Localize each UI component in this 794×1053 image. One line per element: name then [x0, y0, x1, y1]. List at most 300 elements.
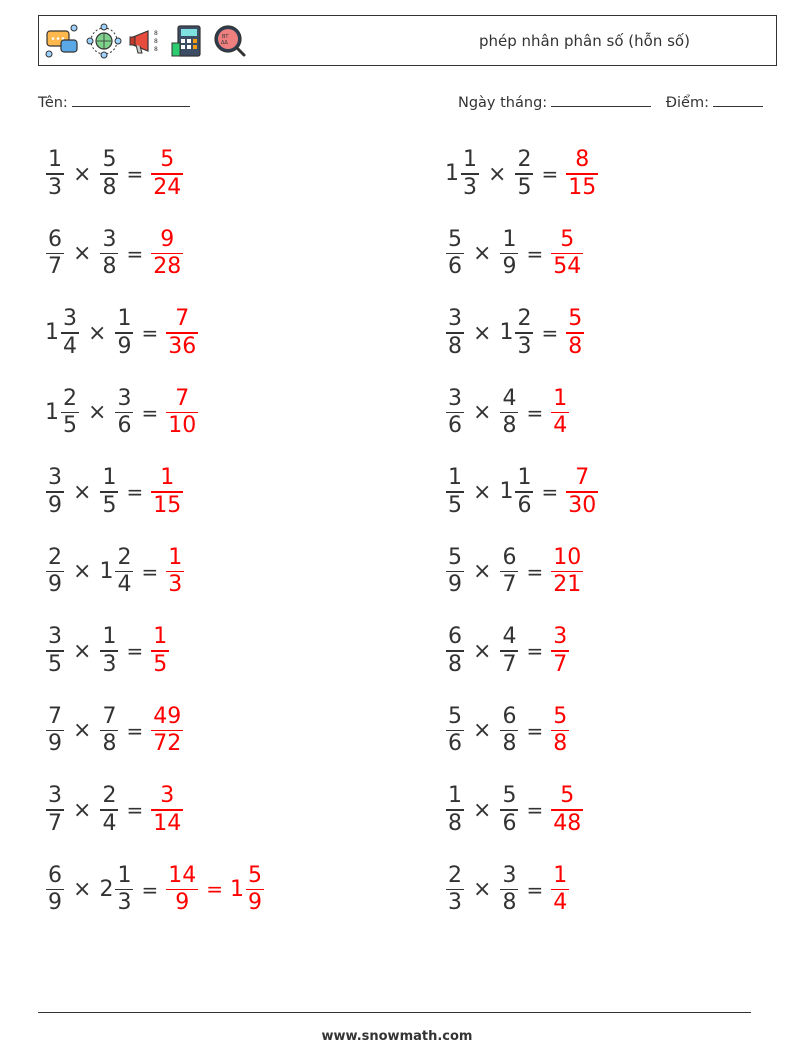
numerator: 6: [448, 624, 462, 650]
mixed-number: [114, 306, 134, 359]
fraction: [100, 465, 118, 518]
answer: [165, 545, 185, 598]
numerator: 5: [568, 306, 583, 332]
mixed-number: [565, 465, 599, 518]
equals-sign: =: [526, 241, 544, 266]
denominator: 48: [553, 810, 582, 836]
mixed-number: [99, 624, 119, 677]
mixed-number: [550, 704, 570, 757]
problem-row: [45, 701, 184, 761]
denominator: 8: [448, 651, 462, 677]
fraction: [551, 227, 583, 280]
fraction: [61, 306, 79, 359]
numerator: 1: [153, 624, 168, 650]
denominator: 30: [568, 492, 597, 518]
svg-text:BT: BT: [222, 34, 229, 40]
numerator: 5: [448, 544, 462, 570]
mixed-number: [550, 863, 570, 916]
denominator: 21: [553, 572, 582, 598]
mixed-number: [445, 863, 465, 916]
numerator: 9: [160, 226, 175, 252]
mixed-number: [114, 386, 134, 439]
numerator: 7: [102, 703, 117, 729]
fraction: [515, 147, 533, 200]
fraction: [500, 863, 518, 916]
name-field: [38, 94, 190, 111]
mixed-number: [550, 545, 584, 598]
numerator: 2: [63, 385, 77, 411]
numerator: 1: [517, 465, 532, 491]
mixed-number: [150, 227, 184, 280]
multiply-sign: ×: [73, 241, 92, 266]
numerator: 4: [502, 385, 517, 411]
denominator: 4: [102, 810, 117, 836]
denominator: 3: [463, 174, 477, 200]
numerator: 10: [553, 544, 582, 570]
fraction: [515, 465, 533, 518]
fraction: [566, 306, 584, 359]
mixed-number: [45, 704, 65, 757]
fraction: [446, 545, 464, 598]
fraction: [500, 386, 518, 439]
answer: [165, 863, 265, 916]
mixed-number: [565, 306, 585, 359]
fraction: [151, 783, 183, 836]
fraction: [46, 465, 64, 518]
fraction: [566, 147, 598, 200]
numerator: 3: [553, 624, 568, 650]
numerator: 3: [48, 783, 62, 809]
denominator: 24: [153, 174, 182, 200]
fraction: [151, 227, 183, 280]
denominator: 4: [553, 890, 568, 916]
numerator: 7: [48, 703, 62, 729]
problem-row: [45, 621, 170, 681]
mixed-number: [165, 306, 199, 359]
problem-row: [45, 303, 199, 363]
fraction: [61, 386, 79, 439]
worksheet-header: [38, 15, 777, 66]
multiply-sign: ×: [73, 718, 92, 743]
numerator: 1: [160, 465, 175, 491]
whole-part: 1: [499, 479, 514, 505]
numerator: 14: [168, 862, 197, 888]
equals-sign: =: [541, 321, 559, 345]
megaphone-icon: [128, 23, 164, 59]
network-globe-icon: [86, 23, 122, 59]
fraction: [46, 624, 64, 677]
fraction: [500, 624, 518, 677]
denominator: 28: [153, 254, 182, 280]
multiply-sign: ×: [488, 161, 507, 187]
fraction: [166, 306, 198, 359]
multiply-sign: ×: [73, 161, 92, 187]
numerator: 1: [48, 147, 62, 173]
mixed-number: [45, 386, 80, 439]
fraction: [100, 624, 118, 677]
denominator: 8: [448, 333, 462, 359]
mixed-number: [445, 386, 465, 439]
denominator: 5: [153, 651, 168, 677]
mixed-number: [550, 227, 584, 280]
fraction: [46, 863, 64, 916]
numerator: 2: [48, 544, 62, 570]
numerator: 6: [502, 703, 517, 729]
denominator: 5: [517, 174, 532, 200]
denominator: 9: [448, 572, 462, 598]
denominator: 14: [153, 810, 182, 836]
fraction: [115, 863, 133, 916]
equals-sign: =: [541, 480, 559, 504]
numerator: 2: [102, 783, 117, 809]
mixed-number: [550, 783, 584, 836]
mixed-number: [99, 147, 119, 200]
fraction: [46, 704, 64, 757]
problem-row: [45, 383, 199, 443]
date-blank: [551, 94, 651, 107]
denominator: 9: [48, 492, 62, 518]
denominator: 6: [117, 413, 132, 439]
answer: [550, 545, 584, 598]
equals-sign: =: [126, 162, 144, 186]
mixed-number: [45, 624, 65, 677]
numerator: 3: [448, 385, 462, 411]
fraction: [166, 386, 198, 439]
mixed-number: [150, 624, 170, 677]
denominator: 5: [48, 651, 62, 677]
numerator: 1: [168, 544, 183, 570]
fraction: [551, 783, 583, 836]
problem-row: [445, 224, 584, 284]
multiply-sign: ×: [73, 559, 92, 584]
fraction: [151, 624, 169, 677]
problem-row: [45, 780, 184, 840]
mixed-number: [150, 704, 184, 757]
multiply-sign: ×: [73, 638, 92, 664]
numerator: 4: [502, 624, 517, 650]
denominator: 6: [448, 254, 462, 280]
denominator: 3: [168, 572, 183, 598]
numerator: 1: [553, 385, 568, 411]
fraction: [551, 624, 569, 677]
numerator: 3: [448, 306, 462, 332]
mixed-number: [514, 147, 534, 200]
problem-row: [445, 860, 570, 920]
equals-sign: =: [126, 480, 144, 504]
denominator: 54: [553, 254, 582, 280]
whole-part: 1: [499, 320, 514, 346]
numerator: 1: [102, 465, 117, 491]
numerator: 1: [463, 147, 477, 173]
problem-row: [45, 462, 184, 522]
denominator: 4: [553, 413, 568, 439]
answer: [150, 465, 184, 518]
svg-text:ΔΔ: ΔΔ: [221, 40, 228, 46]
whole-part: 1: [99, 558, 114, 584]
numerator: 7: [175, 385, 190, 411]
search-badge-icon: [212, 23, 248, 59]
denominator: 5: [448, 492, 462, 518]
numerator: 2: [517, 147, 532, 173]
denominator: 9: [117, 333, 132, 359]
mixed-number: [550, 386, 570, 439]
problem-row: [445, 303, 585, 363]
mixed-number: [150, 465, 184, 518]
score-label: Điểm:: [665, 95, 709, 111]
denominator: 15: [568, 174, 597, 200]
equals-sign: =: [526, 639, 544, 663]
denominator: 6: [448, 731, 462, 757]
numerator: 3: [502, 862, 517, 888]
mixed-number: [45, 227, 65, 280]
fraction: [115, 306, 133, 359]
fraction: [100, 147, 118, 200]
answer: [550, 863, 570, 916]
mixed-number: [445, 704, 465, 757]
fraction: [500, 704, 518, 757]
denominator: 7: [48, 254, 62, 280]
multiply-sign: ×: [473, 479, 492, 505]
numerator: 1: [448, 783, 462, 809]
fraction: [446, 306, 464, 359]
numerator: 5: [448, 703, 462, 729]
denominator: 7: [502, 651, 517, 677]
fraction: [551, 545, 583, 598]
problem-row: [445, 462, 599, 522]
answer: [150, 227, 184, 280]
fraction: [166, 863, 198, 916]
denominator: 9: [502, 254, 517, 280]
denominator: 6: [517, 492, 532, 518]
numerator: 6: [48, 862, 62, 888]
numerator: 8: [575, 147, 590, 173]
calculator-icon: [170, 23, 206, 59]
denominator: 3: [117, 890, 132, 916]
equals-sign: =: [526, 877, 544, 902]
mixed-number: [499, 863, 519, 916]
denominator: 7: [48, 810, 62, 836]
footer-url: www.snowmath.com: [321, 1029, 473, 1044]
denominator: 8: [568, 333, 583, 359]
fraction: [46, 783, 64, 836]
fraction: [115, 386, 133, 439]
score-blank: [713, 94, 763, 107]
denominator: 9: [48, 890, 62, 916]
denominator: 5: [102, 492, 117, 518]
denominator: 8: [102, 174, 117, 200]
header-icons: [44, 22, 248, 60]
fraction: [566, 465, 598, 518]
answer: [150, 704, 184, 757]
answer: [550, 227, 584, 280]
denominator: 6: [502, 810, 517, 836]
svg-text:8: 8: [154, 38, 158, 45]
mixed-number: [99, 227, 119, 280]
answer: [150, 783, 184, 836]
answer: [165, 306, 199, 359]
denominator: 8: [502, 731, 517, 757]
denominator: 8: [502, 890, 517, 916]
fraction: [100, 704, 118, 757]
fraction: [446, 465, 464, 518]
equals-sign: =: [126, 639, 144, 663]
equals-sign: =: [141, 321, 159, 345]
multiply-sign: ×: [473, 320, 492, 346]
answer: [565, 147, 599, 200]
numerator: 5: [102, 147, 117, 173]
fraction: [446, 386, 464, 439]
fraction: [151, 465, 183, 518]
equals-sign: =: [526, 798, 544, 822]
equals-sign: =: [206, 877, 223, 902]
denominator: 8: [102, 731, 117, 757]
multiply-sign: ×: [473, 718, 492, 743]
denominator: 3: [517, 333, 532, 359]
numerator: 5: [553, 703, 568, 729]
numerator: 1: [502, 226, 517, 252]
answer: [150, 624, 170, 677]
multiply-sign: ×: [73, 479, 92, 505]
numerator: 3: [117, 385, 132, 411]
svg-text:8: 8: [154, 46, 158, 53]
denominator: 5: [63, 413, 77, 439]
multiply-sign: ×: [473, 638, 492, 664]
multiply-sign: ×: [473, 877, 492, 902]
numerator: 1: [102, 624, 117, 650]
denominator: 7: [553, 651, 568, 677]
problem-row: [445, 780, 584, 840]
problem-row: [45, 542, 185, 602]
mixed-number: [499, 624, 519, 677]
equals-sign: =: [126, 718, 144, 743]
numerator: 2: [117, 544, 132, 570]
equals-sign: =: [526, 559, 544, 584]
fraction: [551, 386, 569, 439]
answer: [150, 147, 184, 200]
problem-row: [445, 542, 584, 602]
mixed-number: [499, 704, 519, 757]
answer: [565, 306, 585, 359]
denominator: 9: [48, 731, 62, 757]
multiply-sign: ×: [473, 241, 492, 266]
numerator: 1: [553, 862, 568, 888]
worksheet-title: phép nhân phân số (hỗn số): [479, 32, 690, 50]
numerator: 5: [502, 783, 517, 809]
mixed-number: [45, 147, 65, 200]
numerator: 6: [502, 544, 517, 570]
mixed-number: [165, 863, 199, 916]
mixed-number: [45, 465, 65, 518]
problem-row: [45, 224, 184, 284]
multiply-sign: ×: [88, 320, 107, 346]
mixed-number: [445, 783, 465, 836]
fraction: [446, 624, 464, 677]
numerator: 3: [63, 306, 77, 332]
denominator: 72: [153, 731, 182, 757]
mixed-number: [550, 624, 570, 677]
fraction: [500, 227, 518, 280]
name-blank: [72, 94, 190, 107]
fraction: [551, 704, 569, 757]
denominator: 8: [502, 413, 517, 439]
whole-part: 1: [445, 161, 459, 187]
numerator: 1: [117, 306, 132, 332]
answer: [165, 386, 199, 439]
whole-part: 1: [45, 399, 59, 425]
fraction: [151, 147, 183, 200]
fraction: [100, 783, 118, 836]
denominator: 3: [48, 174, 62, 200]
name-label: Tên:: [38, 95, 68, 111]
answer: [565, 465, 599, 518]
mixed-number: [499, 386, 519, 439]
numerator: 5: [160, 147, 175, 173]
denominator: 15: [153, 492, 182, 518]
multiply-sign: ×: [88, 400, 107, 425]
denominator: 8: [102, 254, 117, 280]
fraction: [46, 545, 64, 598]
equals-sign: =: [526, 400, 544, 425]
denominator: 3: [102, 651, 117, 677]
date-label: Ngày tháng:: [458, 95, 548, 111]
numerator: 5: [560, 226, 575, 252]
numerator: 3: [160, 783, 175, 809]
multiply-sign: ×: [473, 559, 492, 584]
whole-part: 1: [229, 876, 244, 902]
mixed-number: [230, 863, 265, 916]
equals-sign: =: [126, 241, 144, 266]
chat-bubbles-icon: [44, 23, 80, 59]
mixed-number: [445, 545, 465, 598]
denominator: 8: [448, 810, 462, 836]
fraction: [446, 863, 464, 916]
equals-sign: =: [141, 400, 159, 425]
mixed-number: [45, 783, 65, 836]
denominator: 36: [168, 333, 197, 359]
fraction: [100, 227, 118, 280]
equals-sign: =: [141, 559, 159, 584]
denominator: 7: [502, 572, 517, 598]
svg-text:8: 8: [154, 30, 158, 37]
fraction: [446, 227, 464, 280]
date-score-fields: [458, 94, 763, 111]
problem-row: [445, 383, 570, 443]
problem-row: [445, 701, 570, 761]
fraction: [446, 704, 464, 757]
denominator: 9: [48, 572, 62, 598]
numerator: 3: [48, 624, 62, 650]
mixed-number: [499, 306, 534, 359]
numerator: 2: [517, 306, 532, 332]
mixed-number: [99, 545, 134, 598]
numerator: 5: [247, 862, 262, 888]
equals-sign: =: [526, 718, 544, 743]
fraction: [46, 227, 64, 280]
fraction: [461, 147, 479, 200]
fraction: [500, 783, 518, 836]
mixed-number: [445, 624, 465, 677]
numerator: 6: [48, 226, 62, 252]
fraction: [446, 783, 464, 836]
answer: [550, 783, 584, 836]
mixed-number: [499, 465, 534, 518]
numerator: 7: [175, 306, 190, 332]
problem-row: [445, 144, 599, 204]
fraction: [46, 147, 64, 200]
problem-row: [445, 621, 570, 681]
denominator: 4: [117, 572, 132, 598]
denominator: 9: [175, 890, 190, 916]
